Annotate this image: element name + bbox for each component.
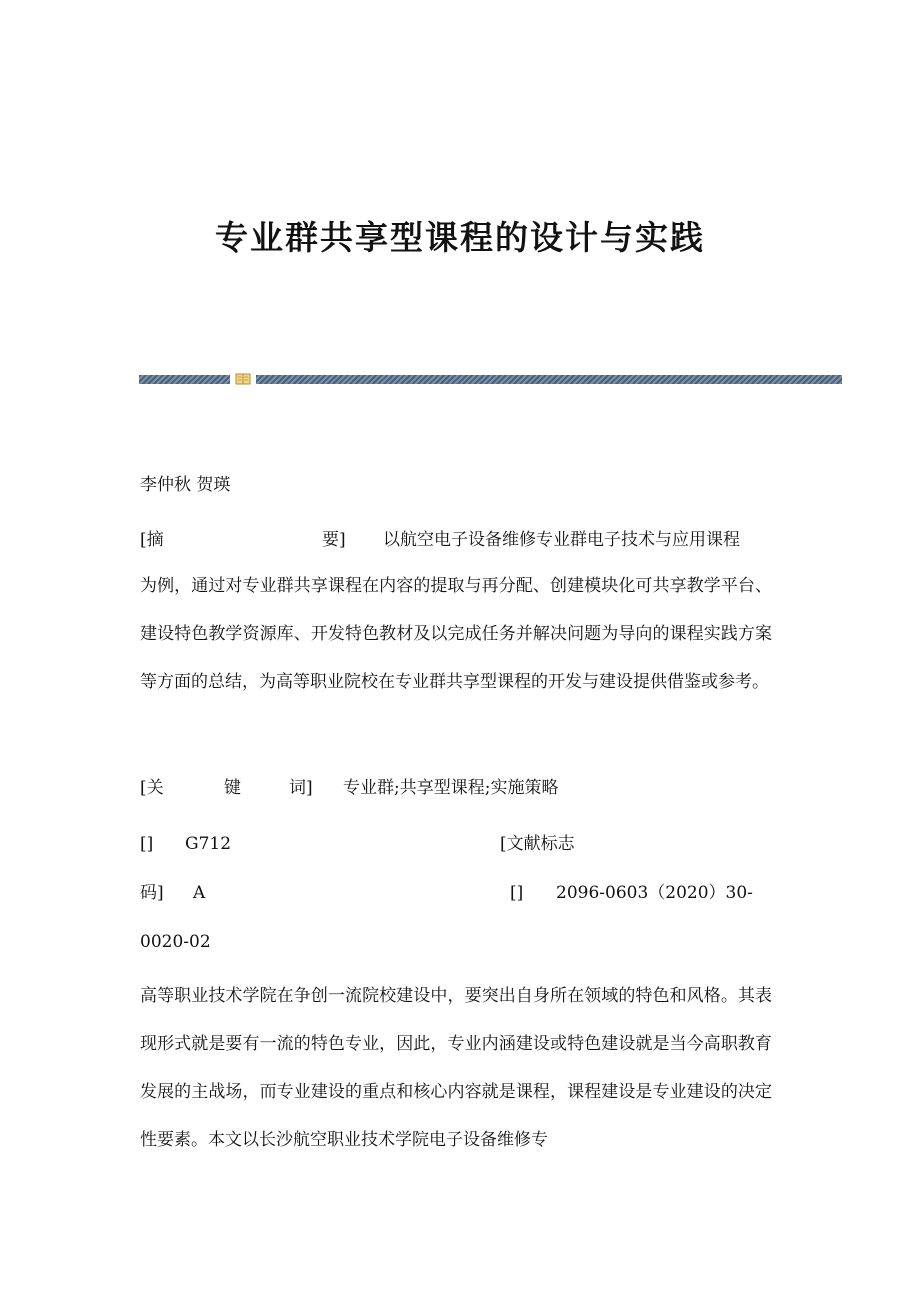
article-number-a: 2096-0603（2020）30- xyxy=(556,883,753,903)
keywords-label-3: 词] xyxy=(289,778,313,798)
keywords-label-2: 键 xyxy=(224,778,241,798)
keywords-value: 专业群;共享型课程;实施策略 xyxy=(343,778,559,798)
book-ornament-icon xyxy=(235,373,251,385)
abstract-label-open: [摘 xyxy=(140,530,164,550)
doc-id-label-b: 码] xyxy=(140,883,164,903)
document-title: 专业群共享型课程的设计与实践 xyxy=(215,218,705,257)
article-bracket: [] xyxy=(510,883,524,903)
classification-code: G712 xyxy=(185,834,232,854)
body-paragraph: 高等职业技术学院在争创一流院校建设中，要突出自身所在领域的特色和风格。其表现形式就是要有一流的特色专业，因此，专业内涵建设或特色建设就是当今高职教育发展的主战场，而专业建设的重点和核心内容就是课程，课程建设是专业建设的决定性要素。本文以长沙航空职业技术学院电子设备维修专 xyxy=(140,986,772,1150)
abstract-label-close: 要] xyxy=(322,530,346,550)
authors: 李仲秋 贺瑛 xyxy=(140,475,231,495)
classification-bracket: [] xyxy=(140,834,154,854)
abstract-first-line: 以航空电子设备维修专业群电子技术与应用课程 xyxy=(383,530,740,550)
doc-id-label-a: [文献标志 xyxy=(500,834,575,854)
divider-rule-right xyxy=(256,375,842,384)
abstract-text: 为例，通过对专业群共享课程在内容的提取与再分配、创建模块化可共享教学平台、建设特色教学资源库、开发特色教材及以完成任务并解决问题为导向的课程实践方案等方面的总结，为高等职业院校在专业群共享型课程的开发与建设提供借鉴或参考。 xyxy=(140,576,772,692)
doc-id-value: A xyxy=(193,883,206,903)
article-number-b: 0020-02 xyxy=(140,932,211,952)
divider-rule-left xyxy=(139,375,230,384)
keywords-label-1: [关 xyxy=(140,778,164,798)
